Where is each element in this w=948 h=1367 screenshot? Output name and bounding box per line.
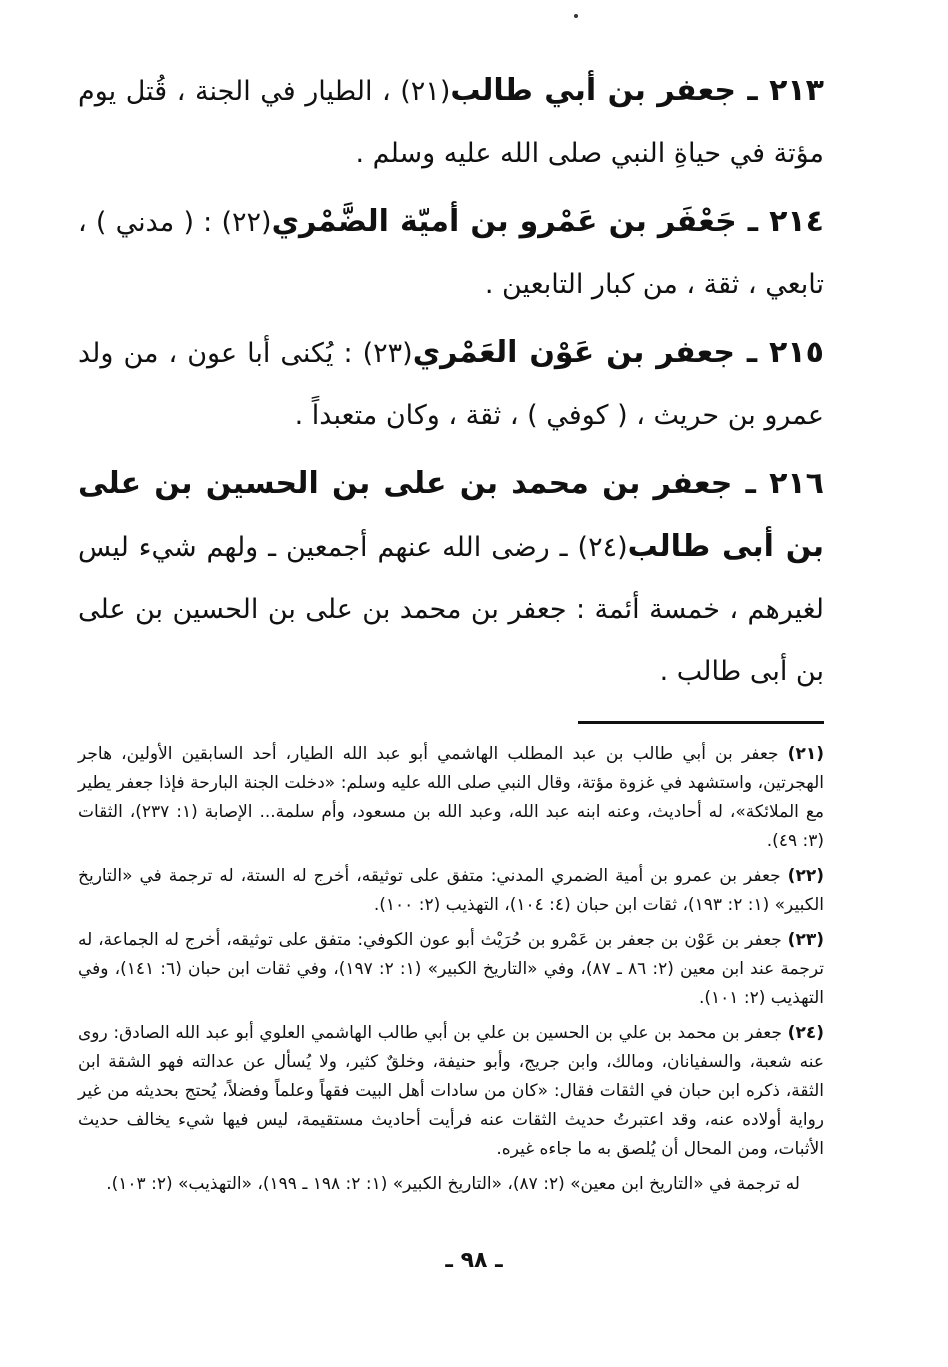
entry-216 — [78, 453, 824, 703]
page-number: ـ ٩٨ ـ — [445, 1248, 503, 1273]
footnote-23 — [78, 926, 824, 1013]
entry-text: ، الطيار في الجنة ، قُتل يوم مؤتة في حياةِ النبي صلى الله عليه وسلم . — [78, 76, 824, 169]
footnote-text: جعفر بن عَوْن بن جعفر بن عَمْرو بن حُرَيْث أبو عون الكوفي: متفق على توثيقه، أخرج له الجماعة، له ترجمة عند ابن معين (٢: ٨٦ ـ ٨٧)، وفي «التاريخ الكبير» (١: ٢: ١٩٧)، وفي ثقات ابن حبان (٦: ١٤١)، وفي التهذيب (٢: ١٠١). — [78, 930, 824, 1008]
footnote-22 — [78, 862, 824, 920]
entry-214 — [78, 191, 824, 316]
note-ref: (٢٤) — [577, 532, 628, 563]
entry-text: : يُكنى أبا عون ، من ولد عمرو بن حريث ، ( كوفي ) ، ثقة ، وكان متعبداً . — [78, 338, 824, 431]
footnote-text: له ترجمة في «التاريخ ابن معين» (٢: ٨٧)، «التاريخ الكبير» (١: ٢: ١٩٨ ـ ١٩٩)، «التهذيب» (٢: ١٠٣). — [106, 1174, 800, 1194]
entry-213 — [78, 60, 824, 185]
entry-heading: ٢١٣ ـ جعفر بن أبي طالب — [450, 73, 824, 108]
entry-text: : ( مدني ) ، تابعي ، ثقة ، من كبار التابعين . — [78, 207, 824, 300]
footnote-key: (٢٢) — [787, 866, 824, 886]
page-body — [78, 60, 824, 1205]
footnote-text: جعفر بن عمرو بن أمية الضمري المدني: متفق على توثيقه، أخرج له الستة، له ترجمة في «التاريخ الكبير» (١: ٢: ١٩٣)، ثقات ابن حبان (٤: ١٠٤)، التهذيب (٢: ١٠٠). — [78, 866, 824, 915]
footnote-key: (٢١) — [787, 744, 824, 764]
footnote-text: جعفر بن أبي طالب بن عبد المطلب الهاشمي أبو عبد الله الطيار، أحد السابقين الأولين، هاجر الهجرتين، واستشهد في غزوة مؤتة، وقال النبي صلى الله عليه وسلم: «دخلت الجنة البارحة فإذا جعفر يطير مع الملائكة»، له أحاديث، وعنه ابنه عبد الله، وعبد الله بن مسعود، وأم سلمة... الإصابة (١: ٢٣٧)، الثقات (٣: ٤٩). — [78, 744, 824, 851]
note-ref: (٢٣) — [362, 338, 413, 369]
entry-text: ـ رضى الله عنهم أجمعين ـ ولهم شيء ليس لغيرهم ، خمسة أئمة : جعفر بن محمد بن على بن الحسين بن على بن أبى طالب . — [78, 532, 824, 687]
entry-heading: ٢١٦ ـ جعفر بن محمد بن على بن الحسين بن على بن أبى طالب — [78, 466, 824, 564]
footnote-key: (٢٣) — [787, 930, 824, 950]
footnote-text: جعفر بن محمد بن علي بن الحسين بن علي بن أبي طالب الهاشمي العلوي أبو عبد الله الصادق: روى عنه شعبة، والسفيانان، ومالك، وابن جريج، وأبو حنيفة، وخلقٌ كثير، ولا يُسأل عن عدالته فهو الشقة ابن الثقة، ذكره ابن حبان في الثقات فقال: «كان من سادات أهل البيت فقهاً وعلماً وفضلاً، يُحتج بحديثه من غير رواية أولاده عنه، وقد اعتبرتُ حديث الثقات عنه فرأيت أحاديث مستقيمة، ليس فيها شيء يخالف حديث الأثبات، ومن المحال أن يُلصق به ما جاءه غيره. — [78, 1023, 824, 1159]
entry-215 — [78, 322, 824, 447]
note-ref: (٢٢) — [221, 207, 272, 238]
footnote-divider — [578, 721, 824, 724]
footnote-key: (٢٤) — [787, 1023, 824, 1043]
entry-heading: ٢١٤ ـ جَعْفَر بن عَمْرو بن أميّة الضَّمْري — [271, 204, 824, 239]
ink-dot — [574, 14, 578, 18]
footnote-24-continued — [78, 1170, 824, 1199]
footnote-21 — [78, 740, 824, 856]
note-ref: (٢١) — [400, 76, 451, 107]
entry-heading: ٢١٥ ـ جعفر بن عَوْن العَمْري — [412, 335, 824, 370]
footnote-24 — [78, 1019, 824, 1164]
